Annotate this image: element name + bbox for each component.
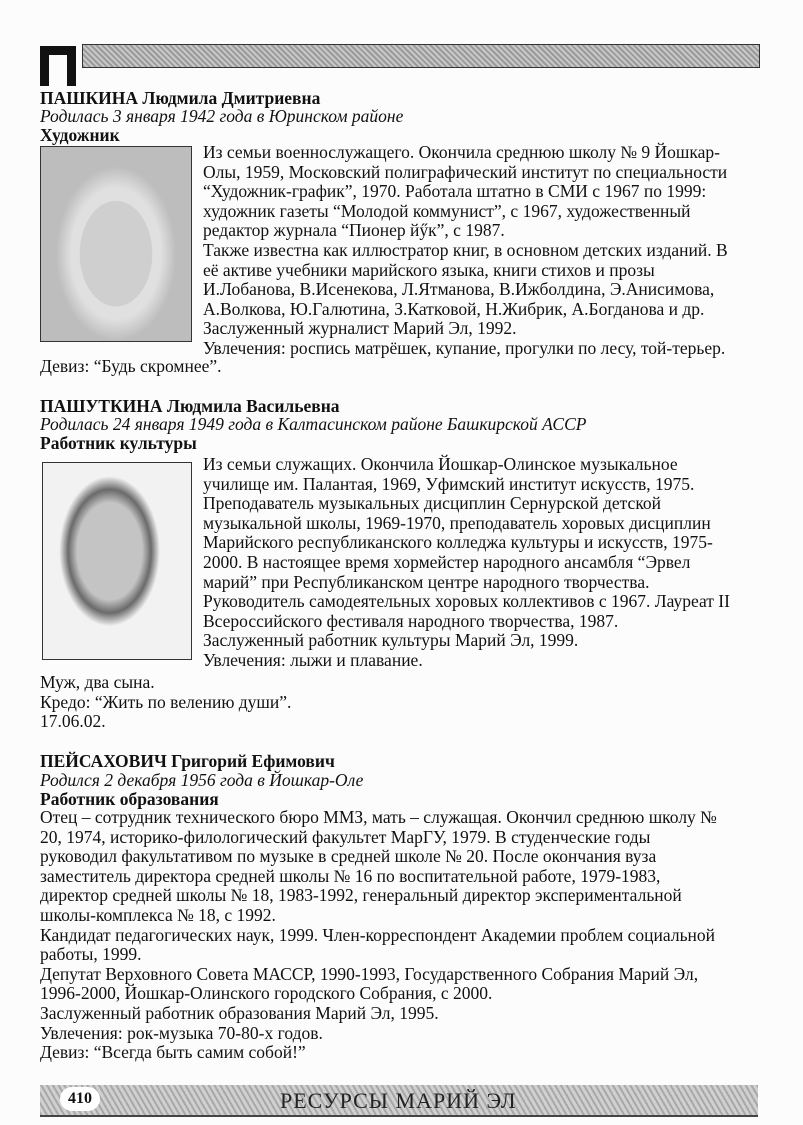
text-line: Руководитель самодеятельных хоровых коллективов с 1967. Лауреат II [203, 591, 730, 612]
text-line: марий” при Республиканском центре народного творчества. [203, 571, 650, 592]
text-line: Марийского республиканского колледжа культуры и искусств, 1975- [203, 532, 713, 553]
text-line: Заслуженный журналист Марий Эл, 1992. [203, 318, 517, 339]
text-line: её активе учебники марийского языка, книги стихов и прозы [203, 259, 655, 280]
text-line: Девиз: “Будь скромнее”. [40, 356, 222, 376]
text-line: руководил факультативом по музыке в средней школе № 20. После окончания вуза [40, 846, 657, 867]
text-line: Также известна как иллюстратор книг, в основном детских изданий. В [203, 239, 728, 260]
text-line: Заслуженный работник образования Марий Эл, 1995. [40, 1002, 439, 1023]
text-line: Преподаватель музыкальных дисциплин Сернурской детской [203, 493, 662, 514]
entry-1-motto [40, 357, 222, 377]
entry-3-born: Родился 2 декабря 1956 года в Йошкар-Оле [40, 770, 364, 790]
entry-2-born: Родилась 24 января 1949 года в Калтасинском районе Башкирской АССР [40, 414, 587, 434]
entry-2-portrait-photo [42, 462, 192, 660]
entry-3-biography [40, 808, 717, 1063]
text-line: Из семьи служащих. Окончила Йошкар-Олинское музыкальное [203, 454, 678, 474]
text-line: Увлечения: лыжи и плавание. [203, 649, 423, 670]
page-number: 410 [60, 1087, 100, 1111]
text-line: Увлечения: рок-музыка 70-80-х годов. [40, 1022, 323, 1043]
entry-1-born: Родилась 3 января 1942 года в Юринском районе [40, 106, 404, 126]
entry-1-name: ПАШКИНА Людмила Дмитриевна [40, 88, 321, 108]
text-line: Девиз: “Всегда быть самим собой!” [40, 1042, 306, 1063]
text-line: Муж, два сына. [40, 672, 155, 692]
entry-3-name: ПЕЙСАХОВИЧ Григорий Ефимович [40, 751, 335, 771]
text-line: Всероссийского фестиваля народного творчества, 1987. [203, 610, 619, 631]
text-line: 1996-2000, Йошкар-Олинского городского Собрания, с 2000. [40, 983, 493, 1004]
entry-2-name: ПАШУТКИНА Людмила Васильевна [40, 396, 340, 416]
entry-1-biography [203, 143, 728, 359]
text-line: А.Волкова, Ю.Галютина, З.Катковой, Н.Жибрик, А.Богданова и др. [203, 298, 705, 319]
text-line: Из семьи военнослужащего. Окончила среднюю школу № 9 Йошкар- [203, 142, 720, 162]
text-line: Заслуженный работник культуры Марий Эл, 1999. [203, 630, 579, 651]
text-line: Увлечения: роспись матрёшек, купание, прогулки по лесу, той-терьер. [203, 337, 726, 358]
text-line: директор средней школы № 18, 1983-1992, генеральный директор экспериментальной [40, 885, 682, 906]
entry-2-biography [203, 455, 730, 671]
text-line: 17.06.02. [40, 711, 106, 732]
entry-2-family-credo-date [40, 673, 291, 732]
entry-2-profession: Работник культуры [40, 433, 197, 453]
text-line: редактор журнала “Пионер йӳк”, с 1987. [203, 220, 505, 241]
text-line: “Художник-график”, 1970. Работала штатно в СМИ с 1967 по 1999: [203, 181, 707, 202]
section-letter-p [40, 38, 76, 86]
text-line: Кандидат педагогических наук, 1999. Член-корреспондент Академии проблем социальной [40, 924, 716, 945]
text-line: школы-комплекса № 18, с 1992. [40, 904, 276, 925]
text-line: заместитель директора средней школы № 16 по воспитательной работе, 1979-1983, [40, 865, 661, 886]
text-line: Кредо: “Жить по велению души”. [40, 691, 292, 712]
text-line: 20, 1974, историко-филологический факультет МарГУ, 1979. В студенческие годы [40, 826, 651, 847]
entry-1-portrait-photo [40, 146, 192, 342]
text-line: Олы, 1959, Московский полиграфический институт по специальности [203, 161, 728, 182]
text-line: 2000. В настоящее время хормейстер народного ансамбля “Эрвел [203, 551, 691, 572]
text-line: Отец – сотрудник технического бюро ММЗ, мать – служащая. Окончил среднюю школу № [40, 807, 717, 827]
text-line: художник газеты “Молодой коммунист”, с 1967, художественный [203, 200, 691, 221]
header-bar [82, 44, 760, 68]
entry-3-profession: Работник образования [40, 789, 219, 809]
page-footer [40, 1085, 758, 1117]
text-line: музыкальной школы, 1969-1970, преподаватель хоровых дисциплин [203, 512, 711, 533]
text-line: работы, 1999. [40, 944, 142, 965]
text-line: Депутат Верховного Совета МАССР, 1990-1993, Государственного Собрания Марий Эл, [40, 963, 699, 984]
journal-title: РЕСУРСЫ МАРИЙ ЭЛ [280, 1088, 517, 1113]
text-line: училище им. Палантая, 1969, Уфимский институт искусств, 1975. [203, 473, 695, 494]
entry-1-profession: Художник [40, 125, 120, 145]
text-line: И.Лобанова, В.Исенекова, Л.Ятманова, В.Ижболдина, Э.Анисимова, [203, 279, 715, 300]
